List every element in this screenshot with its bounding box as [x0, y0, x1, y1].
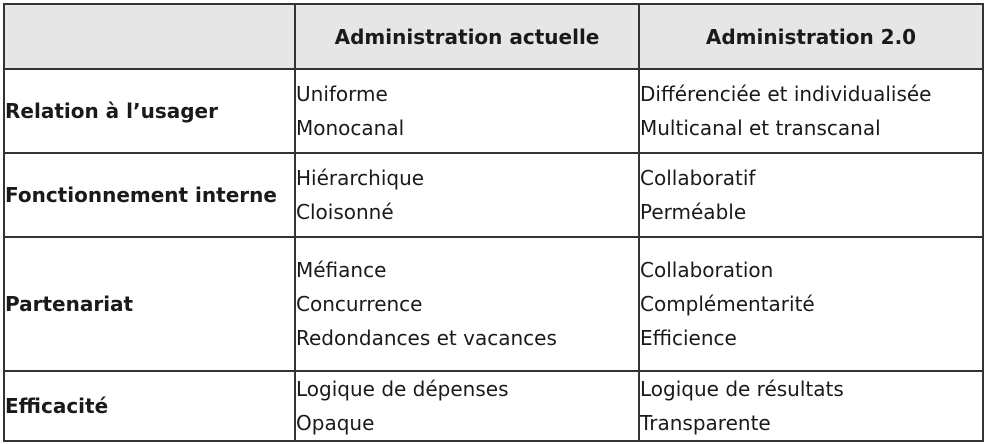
row-label-relation-usager: Relation à l’usager [4, 69, 295, 153]
cell-v20-relation [639, 69, 983, 153]
cell-line: Collaboratif [640, 166, 756, 190]
cell-actuelle-efficacite [295, 371, 639, 441]
header-administration-2-0: Administration 2.0 [639, 4, 983, 69]
comparison-table [3, 3, 984, 442]
cell-line: Complémentarité [640, 292, 815, 316]
table-header-row [4, 4, 983, 69]
header-corner-cell [4, 4, 295, 69]
cell-actuelle-partenariat [295, 237, 639, 371]
row-label-fonctionnement-interne: Fonctionnement interne [4, 153, 295, 237]
cell-line: Concurrence [296, 292, 423, 316]
cell-actuelle-fonctionnement [295, 153, 639, 237]
cell-line: Logique de résultats [640, 377, 844, 401]
cell-line: Opaque [296, 411, 375, 435]
table-row [4, 69, 983, 153]
cell-line: Collaboration [640, 258, 774, 282]
cell-actuelle-relation [295, 69, 639, 153]
cell-line: Logique de dépenses [296, 377, 509, 401]
cell-line: Transparente [640, 411, 771, 435]
cell-v20-fonctionnement [639, 153, 983, 237]
cell-line: Uniforme [296, 82, 388, 106]
row-label-partenariat: Partenariat [4, 237, 295, 371]
cell-line: Monocanal [296, 116, 405, 140]
cell-line: Efficience [640, 326, 737, 350]
header-administration-actuelle: Administration actuelle [295, 4, 639, 69]
cell-line: Différenciée et individualisée [640, 82, 932, 106]
cell-v20-efficacite [639, 371, 983, 441]
row-label-efficacite: Efficacité [4, 371, 295, 441]
cell-line: Méfiance [296, 258, 387, 282]
cell-line: Redondances et vacances [296, 326, 557, 350]
cell-line: Perméable [640, 200, 747, 224]
table-row [4, 237, 983, 371]
table-row [4, 153, 983, 237]
cell-v20-partenariat [639, 237, 983, 371]
cell-line: Multicanal et transcanal [640, 116, 881, 140]
cell-line: Hiérarchique [296, 166, 425, 190]
cell-line: Cloisonné [296, 200, 394, 224]
table-row [4, 371, 983, 441]
